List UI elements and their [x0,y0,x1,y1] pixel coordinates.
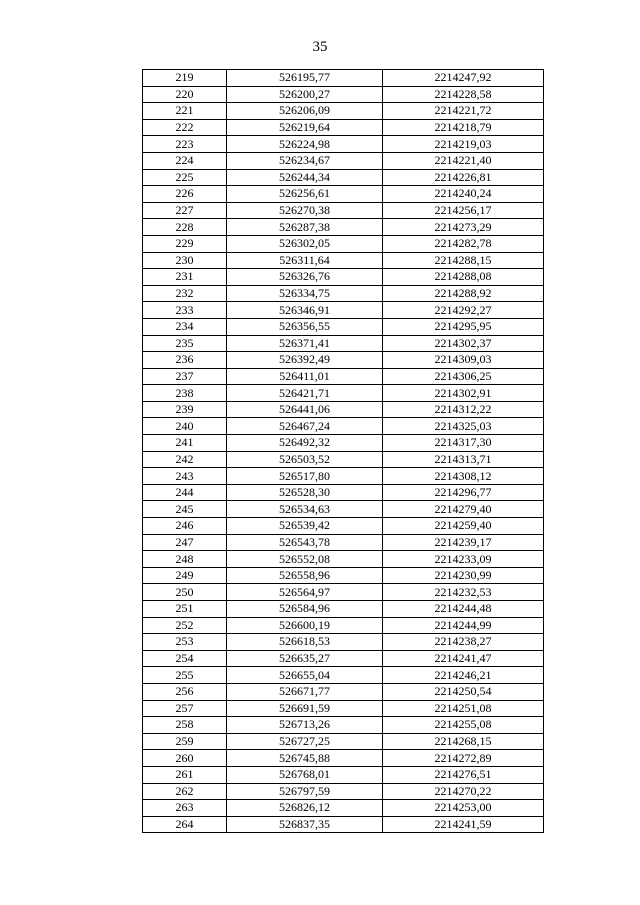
y-coordinate-cell: 2214228,58 [383,86,544,103]
x-coordinate-cell: 526691,59 [227,700,383,717]
table-row [143,335,544,352]
table-row [143,119,544,136]
point-number-cell: 248 [143,551,227,568]
y-coordinate-cell: 2214279,40 [383,501,544,518]
point-number-cell: 252 [143,617,227,634]
x-coordinate-cell: 526219,64 [227,119,383,136]
table-row [143,136,544,153]
point-number-cell: 234 [143,318,227,335]
y-coordinate-cell: 2214313,71 [383,451,544,468]
table-row [143,634,544,651]
table-row [143,551,544,568]
y-coordinate-cell: 2214302,37 [383,335,544,352]
point-number-cell: 241 [143,435,227,452]
point-number-cell: 235 [143,335,227,352]
table-row [143,318,544,335]
x-coordinate-cell: 526346,91 [227,302,383,319]
point-number-cell: 242 [143,451,227,468]
coordinates-table [142,69,544,833]
y-coordinate-cell: 2214268,15 [383,733,544,750]
table-row [143,501,544,518]
table-row [143,302,544,319]
y-coordinate-cell: 2214244,48 [383,601,544,618]
point-number-cell: 254 [143,650,227,667]
table-row [143,86,544,103]
x-coordinate-cell: 526256,61 [227,186,383,203]
table-row [143,269,544,286]
point-number-cell: 219 [143,70,227,87]
y-coordinate-cell: 2214250,54 [383,683,544,700]
x-coordinate-cell: 526244,34 [227,169,383,186]
table-row [143,683,544,700]
x-coordinate-cell: 526302,05 [227,235,383,252]
y-coordinate-cell: 2214255,08 [383,717,544,734]
point-number-cell: 246 [143,518,227,535]
table-row [143,435,544,452]
y-coordinate-cell: 2214306,25 [383,368,544,385]
y-coordinate-cell: 2214259,40 [383,518,544,535]
x-coordinate-cell: 526837,35 [227,816,383,833]
page-number: 35 [312,39,328,55]
y-coordinate-cell: 2214292,27 [383,302,544,319]
x-coordinate-cell: 526797,59 [227,783,383,800]
point-number-cell: 230 [143,252,227,269]
point-number-cell: 261 [143,766,227,783]
x-coordinate-cell: 526584,96 [227,601,383,618]
y-coordinate-cell: 2214246,21 [383,667,544,684]
y-coordinate-cell: 2214240,24 [383,186,544,203]
y-coordinate-cell: 2214295,95 [383,318,544,335]
x-coordinate-cell: 526618,53 [227,634,383,651]
point-number-cell: 255 [143,667,227,684]
x-coordinate-cell: 526768,01 [227,766,383,783]
y-coordinate-cell: 2214256,17 [383,202,544,219]
y-coordinate-cell: 2214288,15 [383,252,544,269]
table-row [143,385,544,402]
x-coordinate-cell: 526334,75 [227,285,383,302]
table-row [143,70,544,87]
point-number-cell: 222 [143,119,227,136]
point-number-cell: 220 [143,86,227,103]
y-coordinate-cell: 2214282,78 [383,235,544,252]
y-coordinate-cell: 2214288,08 [383,269,544,286]
x-coordinate-cell: 526727,25 [227,733,383,750]
table-row [143,219,544,236]
x-coordinate-cell: 526371,41 [227,335,383,352]
table-row [143,285,544,302]
y-coordinate-cell: 2214226,81 [383,169,544,186]
x-coordinate-cell: 526287,38 [227,219,383,236]
point-number-cell: 250 [143,584,227,601]
table-row [143,584,544,601]
point-number-cell: 243 [143,468,227,485]
table-row [143,766,544,783]
y-coordinate-cell: 2214219,03 [383,136,544,153]
y-coordinate-cell: 2214317,30 [383,435,544,452]
x-coordinate-cell: 526534,63 [227,501,383,518]
y-coordinate-cell: 2214230,99 [383,567,544,584]
point-number-cell: 247 [143,534,227,551]
table-row [143,650,544,667]
table-row [143,750,544,767]
y-coordinate-cell: 2214238,27 [383,634,544,651]
table-row [143,601,544,618]
y-coordinate-cell: 2214221,72 [383,103,544,120]
x-coordinate-cell: 526270,38 [227,202,383,219]
y-coordinate-cell: 2214302,91 [383,385,544,402]
point-number-cell: 245 [143,501,227,518]
x-coordinate-cell: 526503,52 [227,451,383,468]
y-coordinate-cell: 2214308,12 [383,468,544,485]
x-coordinate-cell: 526411,01 [227,368,383,385]
x-coordinate-cell: 526543,78 [227,534,383,551]
point-number-cell: 253 [143,634,227,651]
x-coordinate-cell: 526528,30 [227,484,383,501]
x-coordinate-cell: 526200,27 [227,86,383,103]
point-number-cell: 229 [143,235,227,252]
point-number-cell: 256 [143,683,227,700]
point-number-cell: 223 [143,136,227,153]
x-coordinate-cell: 526492,32 [227,435,383,452]
x-coordinate-cell: 526441,06 [227,401,383,418]
table-row [143,401,544,418]
table-row [143,235,544,252]
table-row [143,451,544,468]
x-coordinate-cell: 526206,09 [227,103,383,120]
x-coordinate-cell: 526392,49 [227,352,383,369]
point-number-cell: 240 [143,418,227,435]
x-coordinate-cell: 526745,88 [227,750,383,767]
y-coordinate-cell: 2214272,89 [383,750,544,767]
point-number-cell: 231 [143,269,227,286]
point-number-cell: 251 [143,601,227,618]
x-coordinate-cell: 526421,71 [227,385,383,402]
y-coordinate-cell: 2214251,08 [383,700,544,717]
table-row [143,186,544,203]
table-row [143,733,544,750]
point-number-cell: 249 [143,567,227,584]
x-coordinate-cell: 526467,24 [227,418,383,435]
x-coordinate-cell: 526195,77 [227,70,383,87]
x-coordinate-cell: 526311,64 [227,252,383,269]
point-number-cell: 262 [143,783,227,800]
y-coordinate-cell: 2214273,29 [383,219,544,236]
x-coordinate-cell: 526326,76 [227,269,383,286]
table-row [143,617,544,634]
point-number-cell: 259 [143,733,227,750]
point-number-cell: 224 [143,152,227,169]
table-row [143,418,544,435]
point-number-cell: 258 [143,717,227,734]
table-row [143,717,544,734]
x-coordinate-cell: 526234,67 [227,152,383,169]
table-row [143,169,544,186]
point-number-cell: 233 [143,302,227,319]
y-coordinate-cell: 2214296,77 [383,484,544,501]
y-coordinate-cell: 2214239,17 [383,534,544,551]
y-coordinate-cell: 2214247,92 [383,70,544,87]
y-coordinate-cell: 2214325,03 [383,418,544,435]
table-row [143,484,544,501]
table-row [143,252,544,269]
table-row [143,202,544,219]
y-coordinate-cell: 2214232,53 [383,584,544,601]
x-coordinate-cell: 526671,77 [227,683,383,700]
table-row [143,816,544,833]
y-coordinate-cell: 2214312,22 [383,401,544,418]
y-coordinate-cell: 2214221,40 [383,152,544,169]
point-number-cell: 236 [143,352,227,369]
y-coordinate-cell: 2214309,03 [383,352,544,369]
point-number-cell: 237 [143,368,227,385]
y-coordinate-cell: 2214244,99 [383,617,544,634]
table-row [143,534,544,551]
point-number-cell: 263 [143,800,227,817]
y-coordinate-cell: 2214270,22 [383,783,544,800]
x-coordinate-cell: 526600,19 [227,617,383,634]
y-coordinate-cell: 2214276,51 [383,766,544,783]
point-number-cell: 264 [143,816,227,833]
table-row [143,103,544,120]
table-row [143,800,544,817]
x-coordinate-cell: 526635,27 [227,650,383,667]
point-number-cell: 260 [143,750,227,767]
point-number-cell: 239 [143,401,227,418]
table-row [143,152,544,169]
x-coordinate-cell: 526539,42 [227,518,383,535]
x-coordinate-cell: 526552,08 [227,551,383,568]
x-coordinate-cell: 526826,12 [227,800,383,817]
y-coordinate-cell: 2214218,79 [383,119,544,136]
table-row [143,700,544,717]
x-coordinate-cell: 526558,96 [227,567,383,584]
table-row [143,352,544,369]
point-number-cell: 228 [143,219,227,236]
coordinates-table-body [143,70,544,833]
y-coordinate-cell: 2214241,59 [383,816,544,833]
x-coordinate-cell: 526655,04 [227,667,383,684]
table-row [143,468,544,485]
table-row [143,783,544,800]
point-number-cell: 227 [143,202,227,219]
table-row [143,368,544,385]
y-coordinate-cell: 2214241,47 [383,650,544,667]
point-number-cell: 232 [143,285,227,302]
point-number-cell: 238 [143,385,227,402]
table-row [143,667,544,684]
y-coordinate-cell: 2214288,92 [383,285,544,302]
point-number-cell: 221 [143,103,227,120]
x-coordinate-cell: 526564,97 [227,584,383,601]
x-coordinate-cell: 526713,26 [227,717,383,734]
y-coordinate-cell: 2214253,00 [383,800,544,817]
point-number-cell: 225 [143,169,227,186]
x-coordinate-cell: 526517,80 [227,468,383,485]
point-number-cell: 226 [143,186,227,203]
x-coordinate-cell: 526224,98 [227,136,383,153]
x-coordinate-cell: 526356,55 [227,318,383,335]
point-number-cell: 257 [143,700,227,717]
table-row [143,518,544,535]
table-row [143,567,544,584]
y-coordinate-cell: 2214233,09 [383,551,544,568]
point-number-cell: 244 [143,484,227,501]
